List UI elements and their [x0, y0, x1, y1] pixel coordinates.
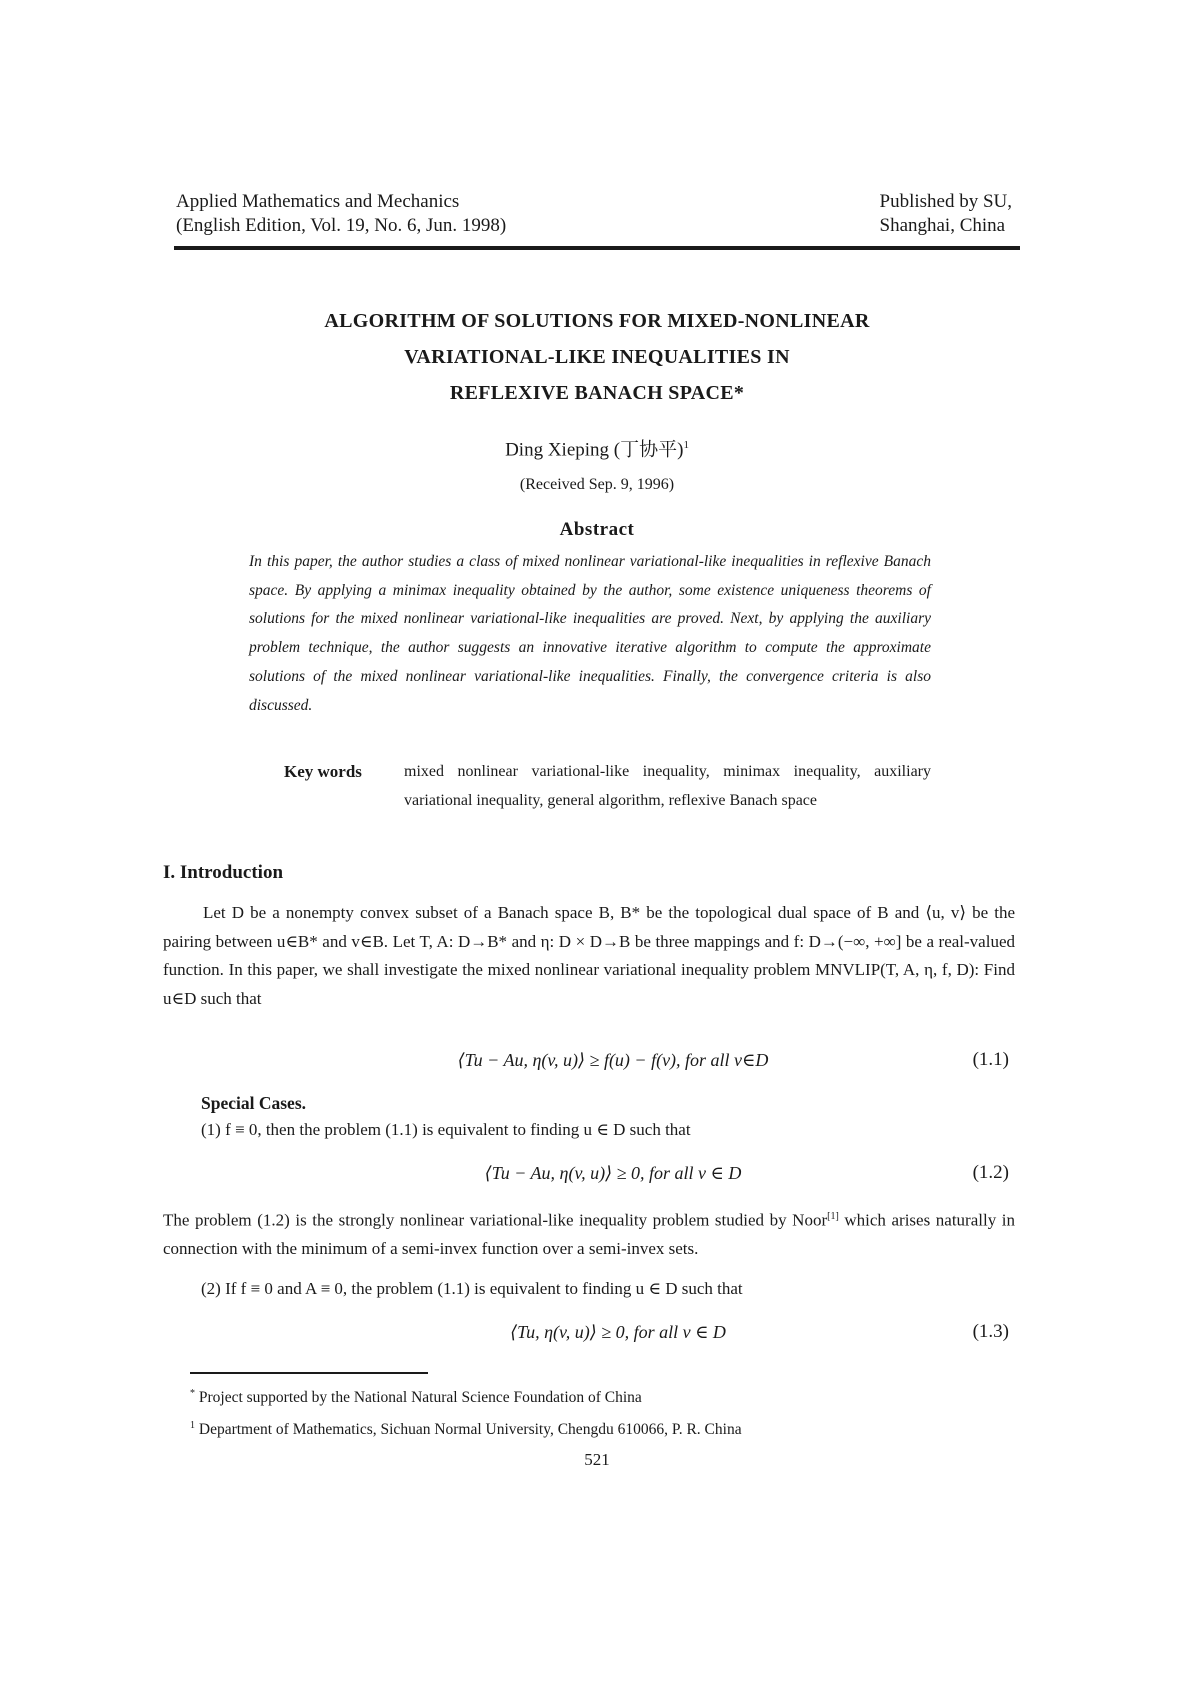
paper-title [176, 303, 1018, 411]
publisher-name: Published by SU, [879, 191, 1012, 212]
journal-edition: (English Edition, Vol. 19, No. 6, Jun. 1998) [176, 215, 507, 236]
noor-paragraph-text: The problem (1.2) is the strongly nonlinear variational-like inequality problem studied by Noor [163, 1210, 828, 1230]
author-affiliation-mark: 1 [683, 439, 689, 451]
section-heading-introduction: I. Introduction [163, 862, 284, 883]
title-line-1: ALGORITHM OF SOLUTIONS FOR MIXED-NONLINEAR [324, 310, 870, 332]
header-rule [174, 246, 1020, 250]
equation-number: (1.3) [972, 1321, 1009, 1342]
equation-1-2 [163, 1158, 1015, 1188]
journal-info [176, 190, 506, 238]
footnote-mark: * [190, 1388, 195, 1399]
citation-ref: [1] [827, 1211, 839, 1222]
special-case-1: (1) f ≡ 0, then the problem (1.1) is equivalent to finding u ∈ D such that [201, 1120, 691, 1139]
special-cases-heading: Special Cases. [201, 1093, 306, 1113]
equation-1-1 [163, 1045, 1015, 1075]
footnote-rule [190, 1372, 428, 1374]
footnote-mark: 1 [190, 1420, 195, 1431]
publisher-info [880, 190, 1013, 238]
publisher-location: Shanghai, China [879, 215, 1006, 236]
keywords-text: mixed nonlinear variational-like inequality, minimax inequality, auxiliary variational inequality, general algorithm, reflexive Banach space [404, 763, 931, 809]
page-number: 521 [584, 1450, 610, 1469]
abstract-heading: Abstract [559, 519, 635, 540]
footnote-funding [190, 1383, 1020, 1409]
author-line [176, 432, 1018, 463]
noor-paragraph-continuation: which arises naturally in connection with the minimum of a semi-invex function over a semi-invex sets. [163, 1210, 1015, 1259]
noor-paragraph [163, 1203, 1015, 1264]
footnote-text: Department of Mathematics, Sichuan Normal University, Chengdu 610066, P. R. China [195, 1421, 742, 1439]
special-case-2: (2) If f ≡ 0 and A ≡ 0, the problem (1.1) is equivalent to finding u ∈ D such that [201, 1279, 743, 1298]
equation-expression: ⟨Tu − Au, η(v, u)⟩ ≥ f(u) − f(v), for all v∈D [457, 1050, 769, 1070]
equation-expression: ⟨Tu − Au, η(v, u)⟩ ≥ 0, for all v ∈ D [484, 1163, 742, 1183]
equation-number: (1.1) [972, 1049, 1009, 1070]
intro-paragraph: Let D be a nonempty convex subset of a Banach space B, B* be the topological dual space of B and ⟨u, v⟩ be the pairing between u∈B* and v∈B. Let T, A: D→B* and η: D × D→B be three mappings and f: D→(−∞, +∞] be a real-valued function. In this paper, we shall investigate the mixed nonlinear variational inequality problem MNVLIP(T, A, η, f, D): Find u∈D such that [163, 903, 1015, 1008]
title-line-2: VARIATIONAL-LIKE INEQUALITIES IN [404, 346, 790, 368]
footnote-affiliation [190, 1415, 1020, 1441]
abstract-text: In this paper, the author studies a class of mixed nonlinear variational-like inequalities in reflexive Banach space. By applying a minimax inequality obtained by the author, some existence uniqueness theorems of solutions for the mixed nonlinear variational-like inequalities are proved. Next, by applying the auxiliary problem technique, the author suggests an innovative iterative algorithm to compute the approximate solutions of the mixed nonlinear variational-like inequalities. Finally, the convergence criteria is also discussed. [249, 553, 931, 714]
title-line-3: REFLEXIVE BANACH SPACE* [449, 382, 745, 404]
received-date: (Received Sep. 9, 1996) [519, 476, 675, 493]
equation-expression: ⟨Tu, η(v, u)⟩ ≥ 0, for all v ∈ D [510, 1322, 726, 1342]
equation-1-3 [163, 1317, 1015, 1347]
author-name: Ding Xieping (丁协平) [505, 439, 684, 461]
journal-name: Applied Mathematics and Mechanics [176, 191, 460, 212]
keywords-label: Key words [284, 762, 362, 781]
equation-number: (1.2) [972, 1162, 1009, 1183]
running-header [176, 190, 1018, 242]
footnote-text: Project supported by the National Natural Science Foundation of China [195, 1389, 642, 1407]
